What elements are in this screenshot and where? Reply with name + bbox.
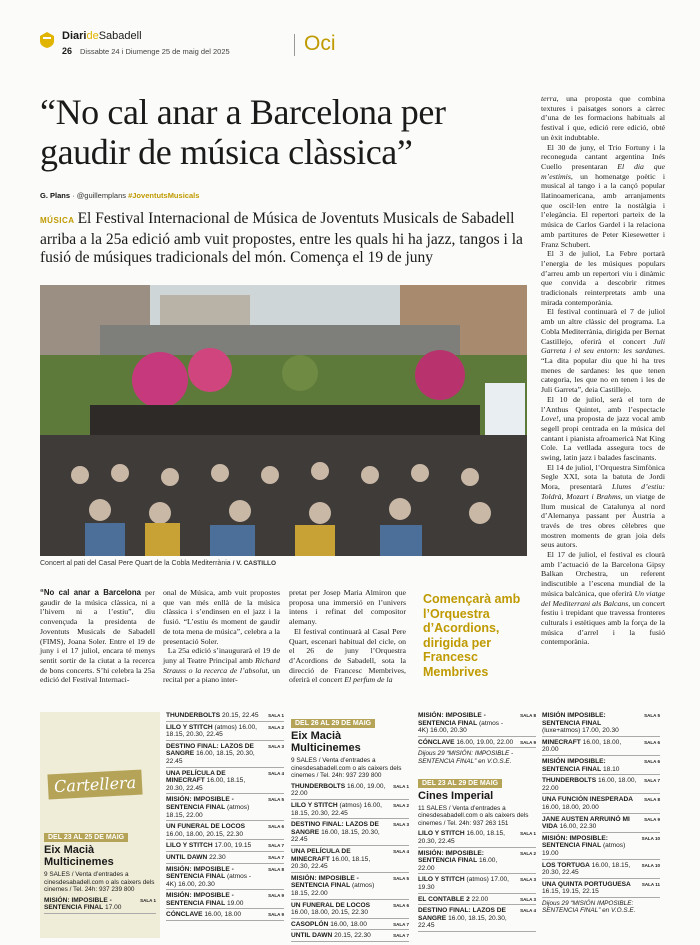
cinema-name: Eix Macià Multicinemes bbox=[44, 844, 114, 868]
film-listing: UNA PELÍCULA DE MINECRAFT 16.00, 18.15, 20.30, 22.45 SALA 4 bbox=[166, 770, 284, 795]
listing-column-4 bbox=[542, 712, 660, 918]
film-listing: LILO Y STITCH (atmos) 17.00, 19.30 SALA 3 bbox=[418, 876, 536, 893]
screening-note: Dijous 29 “MISIÓN IMPOSIBLE: SENTENCIA FINAL” en V.O.S.E. bbox=[542, 899, 636, 915]
cinema-name: Eix Macià Multicinemes bbox=[291, 730, 361, 754]
film-listing: UN FUNERAL DE LOCOS 16.00, 18.00, 20.15, 22.30 SALA 6 bbox=[166, 823, 284, 840]
film-listing: MISIÓN IMPOSIBLE: SENTENCIA FINAL (luxe+atmos) 17.00, 20.30 SALA 5 bbox=[542, 712, 660, 737]
page-header bbox=[40, 30, 680, 60]
film-listing: MISIÓN: IMPOSIBLE: SENTENCIA FINAL (atmos) 19.00 SALA 10 bbox=[542, 835, 660, 860]
cinema-info: 9 SALES / Venta d’entrades a cinesdesabadell.com o als caixers dels cinemes / Tel. 24h: 937 239 800 bbox=[44, 871, 155, 894]
header-divider bbox=[294, 34, 295, 56]
listing-column-2 bbox=[291, 712, 409, 944]
film-listing: CÓNCLAVE 16.00, 18.00 SALA 9 bbox=[166, 911, 284, 921]
pull-quote: Començarà amb l’Orquestra d’Acordions, dirigida per Francesc Membrives bbox=[423, 592, 521, 679]
film-listing: UNA QUINTA PORTUGUESA 16.15, 19.15, 22.15 SALA 11 bbox=[542, 881, 660, 898]
film-listing: THUNDERBOLTS 16.00, 19.00, 22.00 SALA 1 bbox=[291, 783, 409, 800]
film-listing: DESTINO FINAL: LAZOS DE SANGRE 16.00, 18.15, 20.30, 22.45 SALA 3 bbox=[166, 743, 284, 768]
cinema-info: 11 SALES / Venta d’entrades a cinesdesabadell.com o als caixers dels cinemes / Tel. 24h: 937 263 151 bbox=[418, 804, 529, 827]
newspaper-logo-icon bbox=[40, 32, 54, 48]
concert-photo bbox=[40, 285, 527, 556]
film-listing: DESTINO FINAL: LAZOS DE SANGRE 16.00, 18.15, 20.30, 22.45 SALA 3 bbox=[291, 821, 409, 846]
section-title: Oci bbox=[304, 32, 336, 55]
film-listing: MISIÓN: IMPOSIBLE - SENTENCIA FINAL (atmos - 4K) 16.00, 20.30 SALA 8 bbox=[166, 866, 284, 891]
film-listing: UNTIL DAWN 22.30 SALA 7 bbox=[166, 854, 284, 864]
body-column-1: “No cal anar a Barcelona per gaudir de la música clàssica, ni a l’hivern ni a l’estiu”, diu convençuda la presidenta de Joventuts Musicals de Sabadell (FIMS), Joana Soler. Entre el 19 de juny i el 17 juliol, encara té menys sentit sortir de la ciutat a la recerca de bons concerts. S’hi celebra la 25a edició del Festival Internaci- bbox=[40, 588, 155, 685]
listing-column-3 bbox=[418, 712, 536, 934]
film-listing: UNA FUNCIÓN INESPERADA 16.00, 18.00, 20.00 SALA 8 bbox=[542, 796, 660, 813]
lead-paragraph: MÚSICA El Festival Internacional de Música de Joventuts Musicals de Sabadell arriba a la 25a edició amb vuit propostes, entre les quals hi ha jazz, tangos i la fusió de músiques tradicionals del món. Comença el 19 de juny bbox=[40, 210, 523, 266]
headline: “No cal anar a Barcelona per gaudir de música clàssica” bbox=[40, 92, 446, 172]
film-listing: THUNDERBOLTS 20.15, 22.45 SALA 1 bbox=[166, 712, 284, 722]
film-listing: EL CONTABLE 2 22.00 SALA 3 bbox=[418, 896, 536, 906]
body-column-right: terra, una proposta que combina textures i paisatges sonors a càrrec d’una de les formacions habituals al festival i que, edició rere edició, obté un èxit indubtable. El 30 de juny, el Trio Fortuny i la reconeguda cantant argentina Inés Cuello presentaran El dia que m’estimis, un homenatge poètic i musical al tango i a la cançó popular llatinoamericana, amb arranjaments que oscil·len entre la nostàlgia i l’elegància. El repertori parteix de la música de Carlos Gardel i la relaciona amb partitures de Peter Kiesewetter i Franz Schubert. El 3 de juliol, La Febre portarà l’energia de les músiques populars d’arreu amb un repertori viu i dinàmic que convida a descobrir ritmes tradicionals reinterpretats amb una mirada contemporània. El festival continuarà el 7 de juliol amb un altre clàssic del programa. La Cobla Mediterrània, dirigida per Bernat Castillejo, oferirà el concert Juli Garreta i el seu entorn: les sardanes. “La dita popular diu que hi ha tres menes de sardanes: les que tenen categoria, les que no en tenen i les de Juli Garreta”, deia Castillejo. El 10 de juliol, serà el torn de l’Anthus Quintet, amb l’espectacle Love!, una proposta de jazz vocal amb segell propi centrada en la música del cantant i pianista afroamericà Nat King Cole. La vetllada assegura tocs de swing, latin jazz i balades fascinants. El 14 de juliol, l’Orquestra Simfònica Segle XXI, sota la batuta de Jordi Mora, presentarà Llums d’estiu: Toldrà, Mozart i Brahms, un viatge de llum musical de Catalunya al nord d’Alemanya passant per Àustria a través de tres obres cèlebres que mostren moments de gran joia dels seus autors. El 17 de juliol, el festival es clourà amb l’actuació de la Barcelona Gipsy Balkan Orchestra, un referent indiscutible a l’escena mundial de la música balcànica, que oferirà Un viatge del Mediterrani als Balcans, un concert festiu i trepidant que travessa fronteres culturals i estètiques amb la força de la música d’arrel i la fusió contemporània. bbox=[541, 94, 666, 647]
film-listing: UNA PELÍCULA DE MINECRAFT 16.00, 18.15, 20.30, 22.45 SALA 4 bbox=[291, 848, 409, 873]
body-column-3: pretat per Josep Maria Almiron que proposa una immersió en l’univers intens i refinat del compositor alemany. El festival continuarà al Casal Pere Quart, escenari habitual del cicle, on el 26 de juny l’Orquestra d’Acordions de Sabadell, sota la direcció de Francesc Membrives, oferirà el concert El perfum de la bbox=[289, 588, 406, 685]
film-listing: LILO Y STITCH (atmos) 16.00, 18.15, 20.30, 22.45 SALA 2 bbox=[291, 802, 409, 819]
listing-column-1 bbox=[166, 712, 284, 923]
brand-name: DiarideSabadell bbox=[62, 30, 142, 42]
film-listing: MISIÓN: IMPOSIBLE - SENTENCIA FINAL 19.00 SALA 9 bbox=[166, 892, 284, 909]
body-column-2: onal de Música, amb vuit propostes que van més enllà de la música clàssica i s’endinsen en el jazz i la fusió. “L’estiu és moment de gaudir de tota mena de música”, celebra a la presentació Soler. La 25a edició s’inaugurarà el 19 de juny al Teatre Principal amb Richard Strauss o la recerca de l’absolut, un recital per a piano inter- bbox=[163, 588, 280, 685]
film-listing: JANE AUSTEN ARRUINÓ MI VIDA 16.00, 22.30 SALA 9 bbox=[542, 816, 660, 833]
film-listing: LILO Y STITCH 16.00, 18.15, 20.30, 22.45 SALA 1 bbox=[418, 830, 536, 847]
film-listing: UNTIL DAWN 20.15, 22.30 SALA 7 bbox=[291, 932, 409, 942]
cinema-name: Cines Imperial bbox=[418, 789, 494, 802]
byline: G. Plans · @guillemplans #JoventutsMusicals bbox=[40, 191, 200, 200]
photo-caption: Concert al pati del Casal Pere Quart de la Cobla Mediterrània / V. CASTILLO bbox=[40, 560, 277, 567]
film-listing: MISIÓN: IMPOSIBLE - SENTENCIA FINAL (atmos) 18.15, 22.00 SALA 5 bbox=[291, 875, 409, 900]
cartellera-title: Cartellera bbox=[47, 770, 142, 800]
film-listing: MISIÓN IMPOSIBLE: SENTENCIA FINAL 18.10 SALA 6 bbox=[542, 758, 660, 775]
film-listing: LOS TORTUGA 16.00, 18.15, 20.30, 22.45 SALA 10 bbox=[542, 862, 660, 879]
film-listing: LILO Y STITCH (atmos) 16.00, 18.15, 20.30, 22.45 SALA 2 bbox=[166, 724, 284, 741]
page-number: 26 bbox=[62, 46, 73, 56]
cinema-info: 9 SALES / Venta d’entrades a cinesdesabadell.com o als caixers dels cinemes / Tel. 24h: 937 239 800 bbox=[291, 757, 402, 780]
film-listing: THUNDERBOLTS 16.00, 18.00, 22.00 SALA 7 bbox=[542, 777, 660, 794]
film-listing: MISIÓN: IMPOSIBLE - SENTENCIA FINAL (atmos) 18.15, 22.00 SALA 5 bbox=[166, 796, 284, 821]
film-listing: CASOPLÓN 16.00, 18.00 SALA 7 bbox=[291, 921, 409, 931]
film-listing: MISIÓN: IMPOSIBLE - SENTENCIA FINAL 17.00 SALA 1 bbox=[44, 897, 156, 914]
kicker: MÚSICA bbox=[40, 216, 75, 225]
listing-column-0 bbox=[44, 826, 156, 916]
screening-note: Dijous 29 “MISIÓN: IMPOSIBLE - SENTENCIA FINAL” en V.O.S.E. bbox=[418, 750, 514, 765]
film-listing: MINECRAFT 16.00, 18.00, 20.00 SALA 6 bbox=[542, 739, 660, 756]
film-listing: MISIÓN: IMPOSIBLE - SENTENCIA FINAL (atmos - 4K) 16.00, 20.30 SALA 8 bbox=[418, 712, 536, 737]
film-listing: MISIÓN: IMPOSIBLE: SENTENCIA FINAL 16.00, 22.00 SALA 2 bbox=[418, 850, 536, 875]
date-badge: DEL 23 AL 25 DE MAIG bbox=[44, 833, 128, 842]
film-listing: DESTINO FINAL: LAZOS DE SANGRE 16.00, 18.15, 20.30, 22.45 SALA 4 bbox=[418, 907, 536, 932]
date-badge: DEL 26 AL 29 DE MAIG bbox=[291, 719, 375, 728]
issue-date: Dissabte 24 i Diumenge 25 de maig del 2025 bbox=[80, 47, 230, 56]
film-listing: CÓNCLAVE 16.00, 19.00, 22.00 SALA 9 bbox=[418, 739, 536, 749]
date-badge: DEL 23 AL 29 DE MAIG bbox=[418, 779, 502, 788]
film-listing: UN FUNERAL DE LOCOS 16.00, 18.00, 20.15, 22.30 SALA 6 bbox=[291, 902, 409, 919]
film-listing: LILO Y STITCH 17.00, 19.15 SALA 7 bbox=[166, 842, 284, 852]
